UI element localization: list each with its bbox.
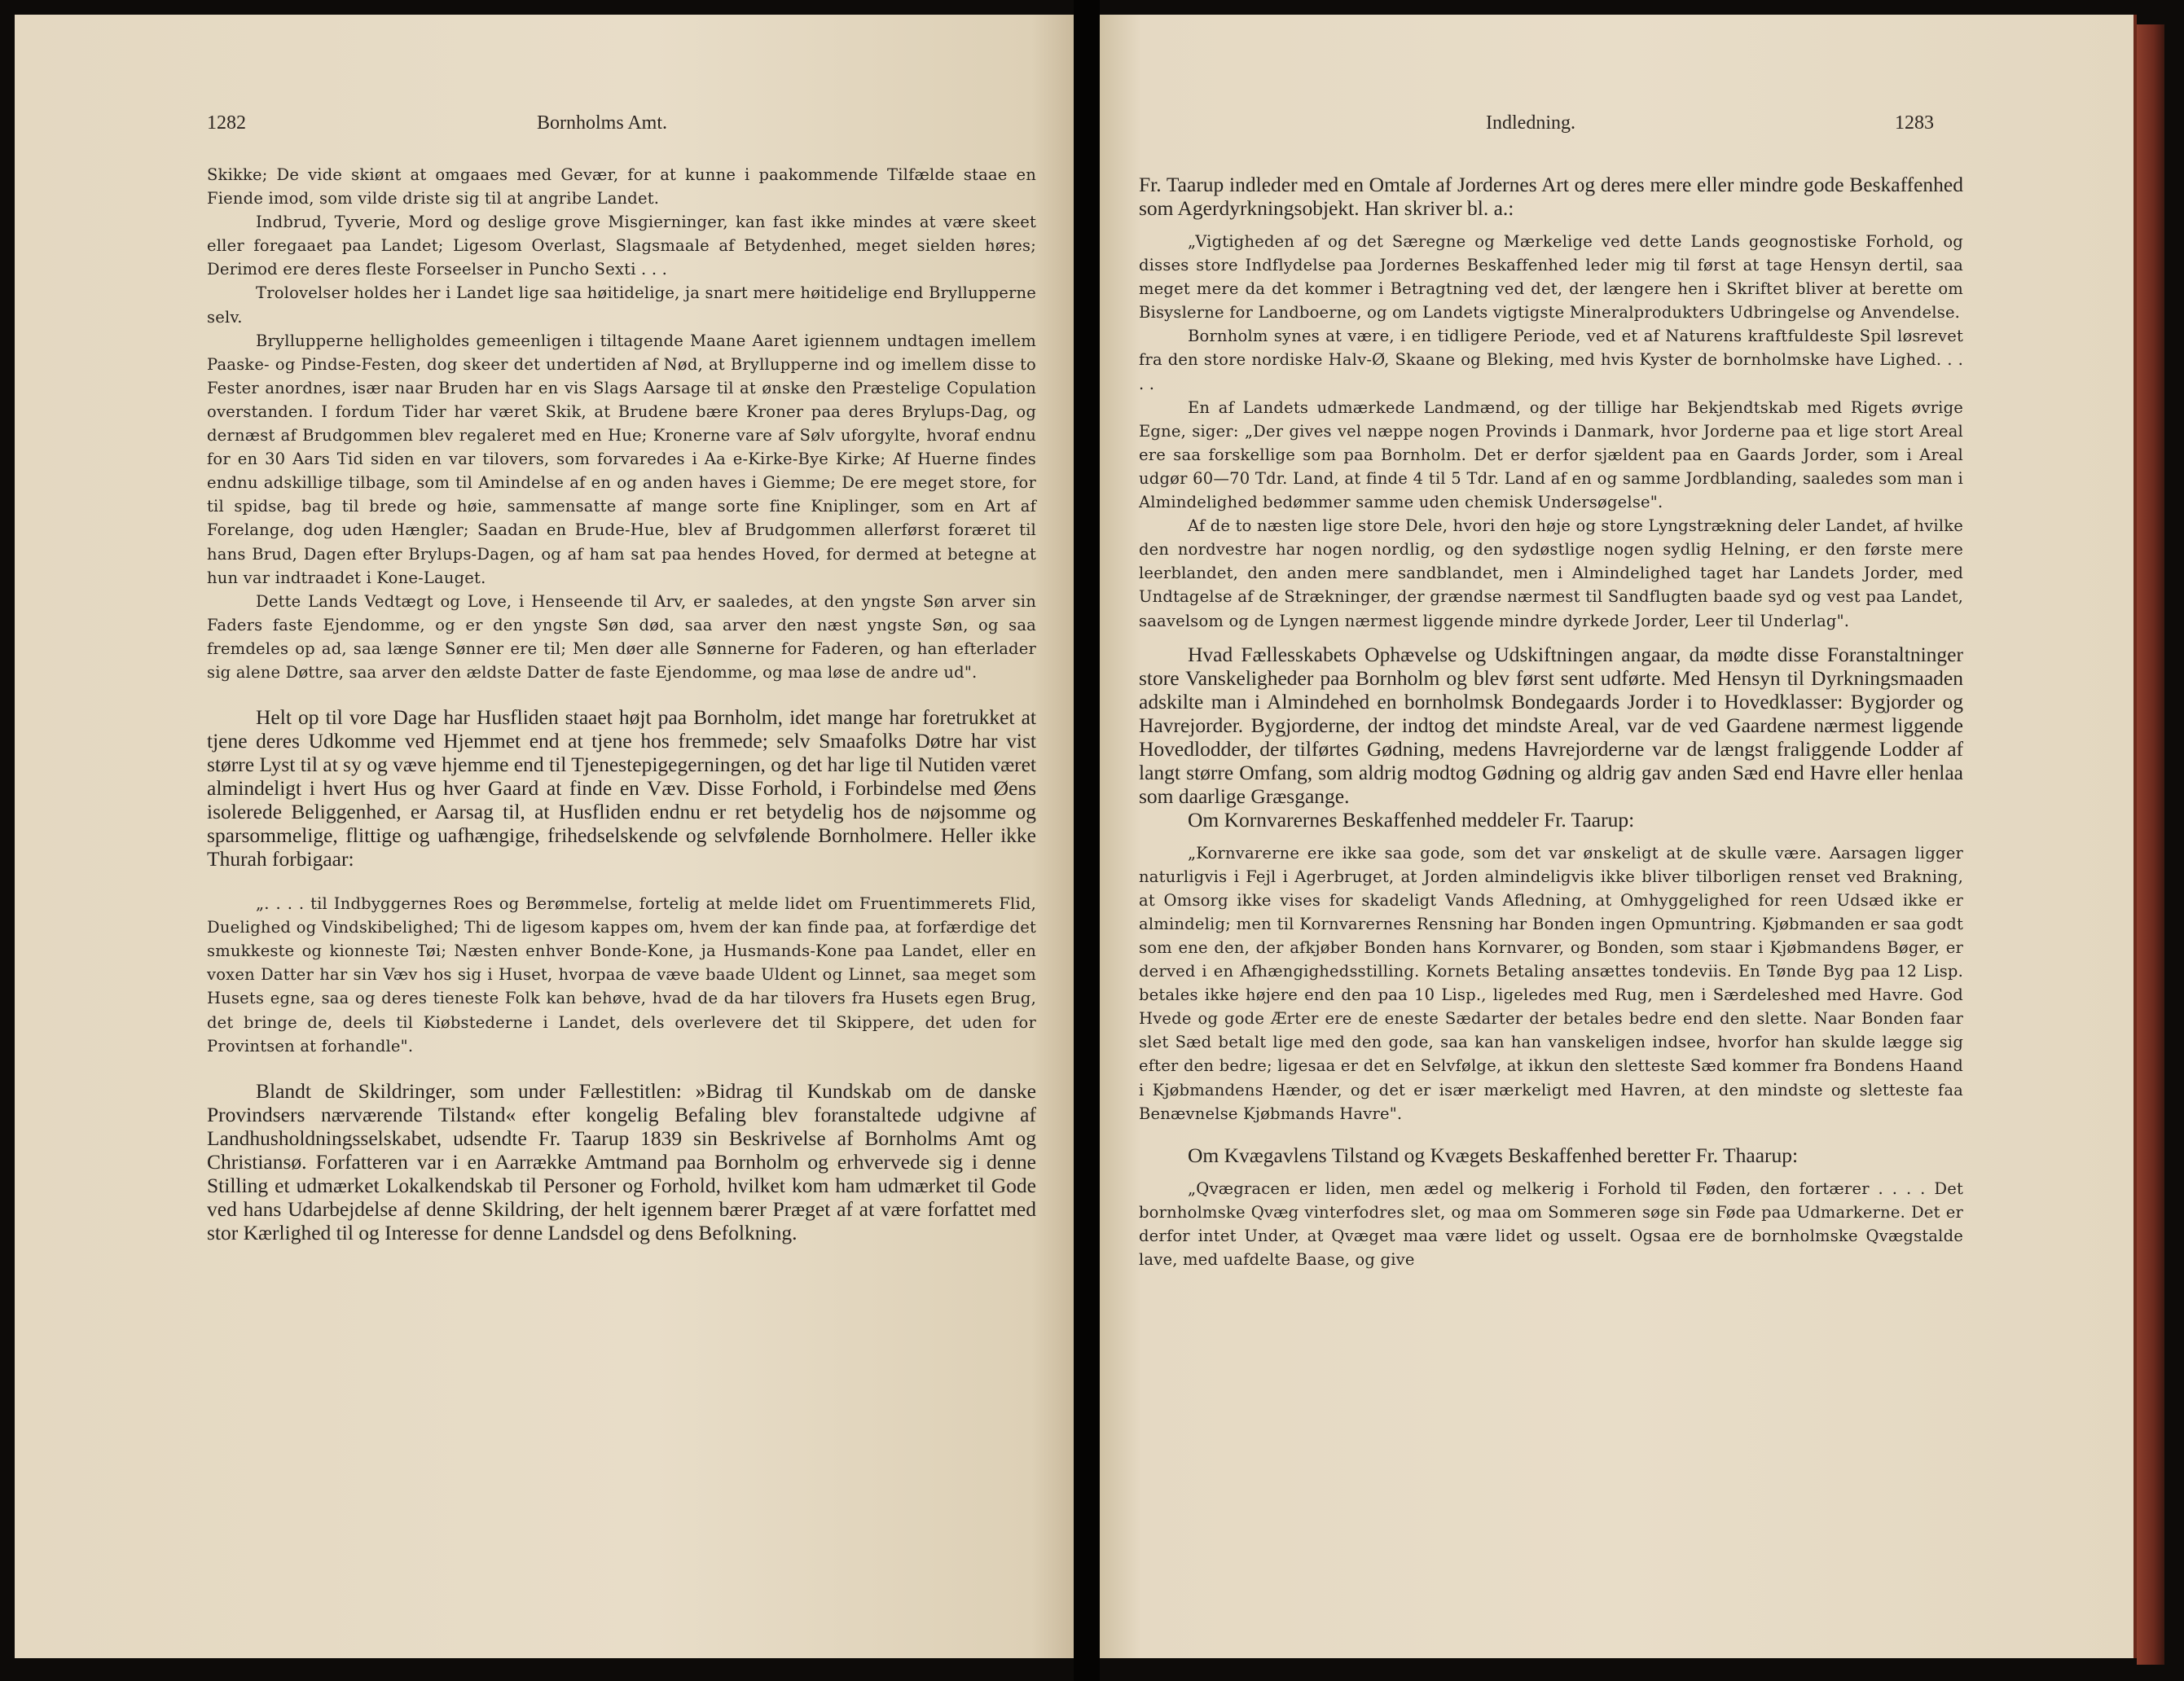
- left-page-text: [207, 163, 1036, 1244]
- left-paragraph-3: Trolovelser holdes her i Landet lige saa høitidelige, ja snart mere høitidelige end Bryllupperne selv.: [207, 283, 1036, 327]
- right-paragraph-7: Om Kornvarernes Beskaffenhed meddeler Fr. Taarup:: [1188, 807, 1635, 832]
- left-paragraph-1: Skikke; De vide skiønt at omgaaes med Gevær, for at kunne i paakommende Tilfælde staae en Fiende imod, som vilde driste sig til at angribe Landet.: [207, 165, 1036, 208]
- right-page-text: [1139, 173, 1963, 1271]
- right-paragraph-10: „Qvægracen er liden, men ædel og melkerig i Forhold til Føden, den fortærer . . . . Det bornholmske Qvæg vinterfodres slet, og maa om Sommeren søge sin Føde paa Udmarkerne. Det er derfor intet Under, at Qvæget maa være lidet og usselt. Ogsaa ere de bornholmske Qvægstalde lave, med uafdelte Baase, og give: [1139, 1178, 1963, 1269]
- left-paragraph-2: Indbrud, Tyverie, Mord og deslige grove Misgierninger, kan fast ikke mindes at være skeet eller foregaaet paa Landet; Ligesom Overlast, Slagsmaale af Betydenhed, meget sielden høres; Derimod ere deres fleste Forseelser in Puncho Sexti . . .: [207, 213, 1036, 279]
- book-cover-edge: [2137, 24, 2164, 1665]
- book-gutter: [1074, 0, 1100, 1681]
- left-running-head: Bornholms Amt.: [537, 112, 668, 134]
- left-page-number: 1282: [207, 112, 246, 134]
- left-paragraph-6: Helt op til vore Dage har Husfliden staaet højt paa Bornholm, idet mange har foretrukket at tjene deres Udkomme ved Hjemmet end at tjene hos fremmede; selv Smaafolks Døtre har vist større Lyst til at sy og væve hjemme end til Tjenestepigegerningen, og det har lige til Nutiden været almindeligt i hvert Hus og hver Gaard at finde en Væv. Disse Forhold, i Forbindelse med Øens isolerede Beliggenhed, er Aarsag til, at Husfliden endnu er ret betydelig hos de nøjsomme og sparsommelige, flittige og uafhængige, frihedselskende og selvfølende Bornholmere. Heller ikke Thurah forbigaar:: [207, 705, 1036, 871]
- right-paragraph-1: Fr. Taarup indleder med en Omtale af Jordernes Art og deres mere eller mindre gode Beskaffenhed som Agerdyrkningsobjekt. Han skriver bl. a.:: [1139, 173, 1963, 220]
- left-quote-thurah: „. . . . til Indbyggernes Roes og Berømmelse, fortelig at melde lidet om Fruentimmerets Flid, Duelighed og Vindskibelighed; Thi de ligesom kappes om, hvem der kan finde paa, at forfærdige det smukkeste og kionneste Tøi; Næsten enhver Bonde-Kone, ja Husmands-Kone paa Landet, eller en voxen Datter har sin Væv hos sig i Huset, hvorpaa de væve baade Uldent og Linnet, saa meget som Husets egne, saa og deres tieneste Folk kan behøve, hvad de da har tilovers fra Husets egen Brug, det bringe de, deels til Kiøbstederne i Landet, dels overlevere det til Skippere, det uden for Provintsen at forhandle".: [207, 894, 1036, 1056]
- left-paragraph-8: Blandt de Skildringer, som under Fællestitlen: »Bidrag til Kundskab om de danske Provindsers nærværende Tilstand« efter kongelig Befaling blev foranstaltede udgivne af Landhusholdningsselskabet, udsendte Fr. Taarup 1839 sin Beskrivelse af Bornholms Amt og Christiansø. Forfatteren var i en Aarrække Amtmand paa Bornholm og erhvervede sig i denne Stilling et udmærket Lokalkendskab til Personer og Forhold, hvilket kom ham udmærket til Gode ved hans Udarbejdelse af denne Skildring, der helt igennem bærer Præget af at være forfattet med stor Kærlighed til og Interesse for denne Landsdel og dens Befolkning.: [207, 1078, 1036, 1244]
- right-running-head: Indledning.: [1486, 112, 1575, 134]
- left-paragraph-4: Bryllupperne helligholdes gemeenligen i tiltagende Maane Aaret igiennem undtagen imellem Paaske- og Pindse-Festen, dog skeer det undertiden af Nød, at Bryllupperne ind og imellem disse to Fester anordnes, især naar Bruden har en vis Slags Aarsage til at ønske den Præstelige Copulation overstanden. I fordum Tider har været Skik, at Brudene bære Kroner paa deres Brylups-Dag, og dernæst af Brudgommen blev regaleret med en Hue; Kronerne vare af Sølv uforgylte, hvoraf endnu for en 30 Aars Tid siden en var tilovers, som forvaredes i Aa e-Kirke-Bye Kirke; Af Huerne findes endnu adskillige tilbage, som til Amindelse af en og anden haves i Giemme; De ere meget store, for til spidse, bag til brede og høie, sammensatte af mange sorte fine Kniplinger, som en Art af Forelange, dog uden Hængler; Saadan en Brude-Hue, blev af Brudgommen allerførst foræret til hans Brud, Dagen efter Brylups-Dagen, og af ham sat paa hendes Hoved, for dermed at betegne at hun var indtraadet i Kone-Lauget.: [207, 331, 1036, 587]
- right-paragraph-8: „Kornvarerne ere ikke saa gode, som det var ønskeligt at de skulle være. Aarsagen ligger naturligvis i Fejl i Agerbruget, at Jorden almindeligvis ikke bliver tilborligen renset ved Brakning, at Omsorg ikke vises for skadeligt Vands Afledning, at Omhyggelighed for reen Udsæd ikke er almindelig; men til Kornvarernes Rensning har Bonden ingen Opmuntring. Kjøbmanden er saa godt som ene den, der afkjøber Bonden hans Kornvarer, og Bonden, som staar i Kjøbmandens Bøger, er derved i en Afhængighedsstilling. Kornets Betaling ansættes tondeviis. En Tønde Byg paa 12 Lisp. betales ikke højere end den paa 10 Lisp., ligeledes med Rug, men i Særdeleshed med Havre. God Hvede og gode Ærter ere de eneste Sædarter der betales bedre end den slette. Naar Bonden faar slet Sæd betalt lige med den gode, saa kan han vanskeligen indsee, hvorfor han skulde lægge sig efter den bedre; ligesaa er det en Selvfølge, at ikkun den sletteste Sæd kommer fra Bondens Haand i Kjøbmandens Hænder, og det er især mærkeligt med Havren, at den mindste og sletteste faa Benævnelse Kjøbmands Havre".: [1139, 843, 1963, 1123]
- right-page: [1100, 15, 2137, 1658]
- right-paragraph-6: Hvad Fællesskabets Ophævelse og Udskiftningen angaar, da mødte disse Foranstaltninger store Vanskeligheder paa Bornholm og blev først sent udførte. Med Hensyn til Dyrkningsmaaden adskilte man i Almindehed en bornholmsk Bondegaards Jorder i to Hovedklasser: Bygjorder og Havrejorder. Bygjorderne, der indtog det mindste Areal, var de ved Gaardene nærmest liggende Hovedlodder, der tilførtes Gødning, medens Havrejorderne var de længst fraliggende Lodder af langt større Omfang, som aldrig modtog Gødning og aldrig gav anden Sæd end Havre eller henlaa som daarlige Græsgange.: [1139, 642, 1963, 808]
- right-paragraph-5: Af de to næsten lige store Dele, hvori den høje og store Lyngstrækning deler Landet, af hvilke den nordvestre har nogen nordlig, og den sydøstlige nogen sydlig Helning, er den første mere leerblandet, den anden mere sandblandet, men i Almindelighed taget har Landets Jorder, med Undtagelse af de Strækninger, der grændse nærmest til Sandflugten baade syd og vest paa Landet, saavelsom og de Lyngen nærmest liggende mindre dyrkede Jorder, Leer til Underlag".: [1139, 516, 1963, 630]
- right-paragraph-9: Om Kvægavlens Tilstand og Kvægets Beskaffenhed beretter Fr. Thaarup:: [1188, 1143, 1799, 1167]
- right-paragraph-2: „Vigtigheden af og det Særegne og Mærkelige ved dette Lands geognostiske Forhold, og disses store Indflydelse paa Jordernes Beskaffenhed leder mig til først at tage Hensyn dertil, saa meget mere da det kommer i Betragtning ved det, der længere hen i Skriftet bliver at berette om Bisyslerne for Landboerne, og om Landets vigtigste Mineralprodukters Udbringelse og Anvendelse.: [1139, 232, 1963, 323]
- left-paragraph-5: Dette Lands Vedtægt og Love, i Henseende til Arv, er saaledes, at den yngste Søn arver sin Faders faste Ejendomme, og er den yngste Søn død, saa arver den næst yngste Søn, og saa fremdeles op ad, saa længe Sønner ere til; Men døer alle Sønnerne for Faderen, og han efterlader sig alene Døttre, saa arver den ældste Datter de faste Ejendomme, og maa løse de andre ud".: [207, 591, 1036, 682]
- right-page-number: 1283: [1895, 112, 1934, 134]
- right-paragraph-3: Bornholm synes at være, i en tidligere Periode, ved et af Naturens kraftfuldeste Spil løsrevet fra den store nordiske Halv-Ø, Skaane og Bleking, med hvis Kyster de bornholmske have Lighed. . . . .: [1139, 327, 1963, 393]
- left-page: [15, 15, 1074, 1658]
- right-paragraph-4: En af Landets udmærkede Landmænd, og der tillige har Bekjendtskab med Rigets øvrige Egne, siger: „Der gives vel næppe nogen Provinds i Danmark, hvor Jorderne paa et lige stort Areal ere saa forskellige som paa Bornholm. Det er derfor sjældent paa en Gaards Jorder, som i Areal udgør 60—70 Tdr. Land, at finde 4 til 5 Tdr. Land af en og samme Jordblanding, saaledes som man i Almindelighed bedømmer samme uden chemisk Undersøgelse".: [1139, 397, 1963, 512]
